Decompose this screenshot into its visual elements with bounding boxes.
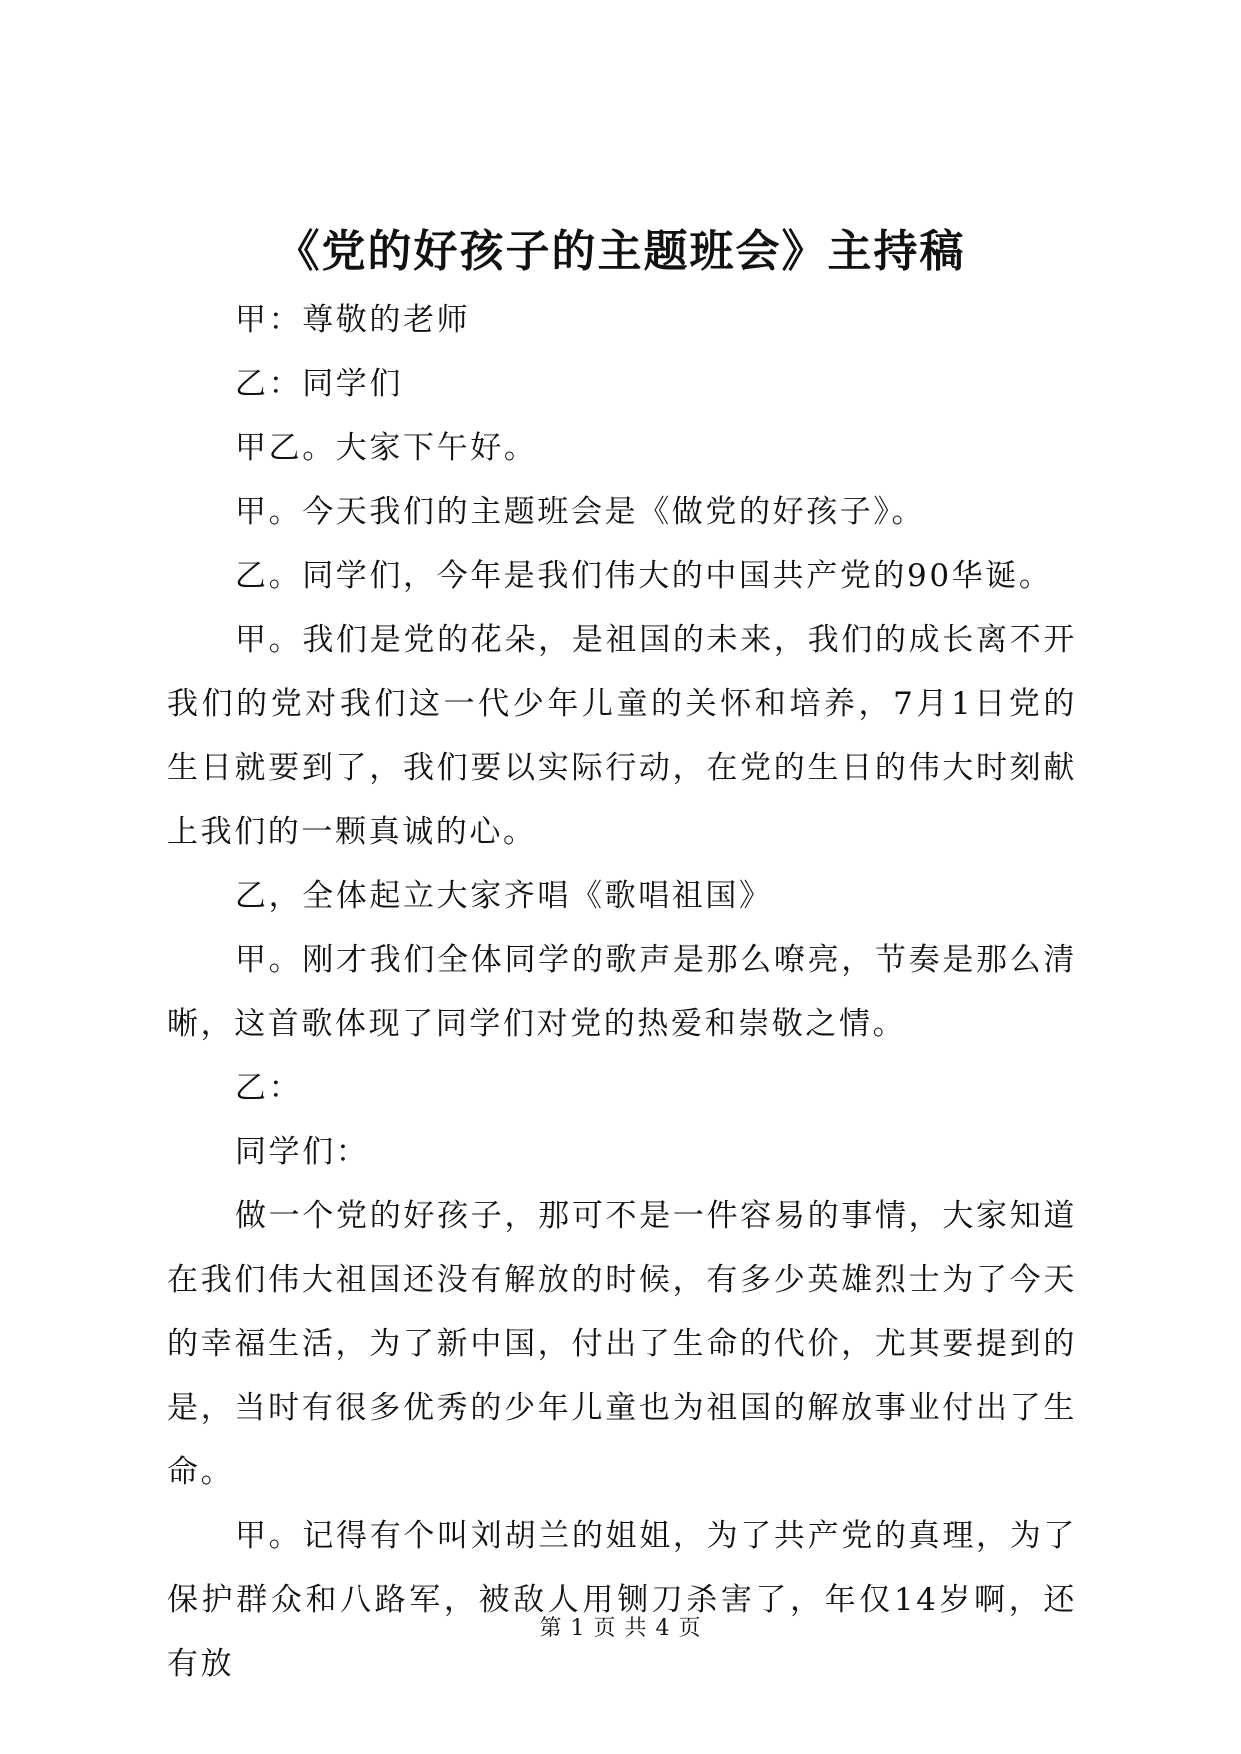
document-title: 《党的好孩子的主题班会》主持稿 bbox=[275, 226, 966, 277]
paragraph: 乙。同学们，今年是我们伟大的中国共产党的90华诞。 bbox=[235, 558, 1053, 594]
document-body bbox=[167, 288, 1077, 1696]
page-footer: 第 1 页 共 4 页 bbox=[539, 1616, 702, 1641]
paragraph: 甲。我们是党的花朵，是祖国的未来，我们的成长离不开我们的党对我们这一代少年儿童的关怀和培养，7月1日党的生日就要到了，我们要以实际行动，在党的生日的伟大时刻献上我们的一颗真诚的心。 bbox=[167, 622, 1077, 850]
paragraph: 乙：同学们 bbox=[235, 366, 403, 402]
paragraph: 甲乙。大家下午好。 bbox=[235, 430, 538, 466]
paragraph: 甲。刚才我们全体同学的歌声是那么嘹亮，节奏是那么清晰，这首歌体现了同学们对党的热爱和崇敬之情。 bbox=[167, 942, 1077, 1042]
paragraph: 同学们： bbox=[235, 1134, 370, 1170]
paragraph: 甲：尊敬的老师 bbox=[235, 302, 471, 338]
paragraph: 甲。记得有个叫刘胡兰的姐姐，为了共产党的真理，为了保护群众和八路军，被敌人用铡刀杀害了，年仅14岁啊，还有放 bbox=[167, 1518, 1077, 1682]
paragraph: 甲。今天我们的主题班会是《做党的好孩子》。 bbox=[235, 494, 926, 530]
paragraph: 乙： bbox=[235, 1070, 303, 1106]
paragraph: 做一个党的好孩子，那可不是一件容易的事情，大家知道在我们伟大祖国还没有解放的时候，有多少英雄烈士为了今天的幸福生活，为了新中国，付出了生命的代价，尤其要提到的是，当时有很多优秀的少年儿童也为祖国的解放事业付出了生命。 bbox=[167, 1198, 1077, 1490]
paragraph: 乙，全体起立大家齐唱《歌唱祖国》 bbox=[235, 878, 773, 914]
